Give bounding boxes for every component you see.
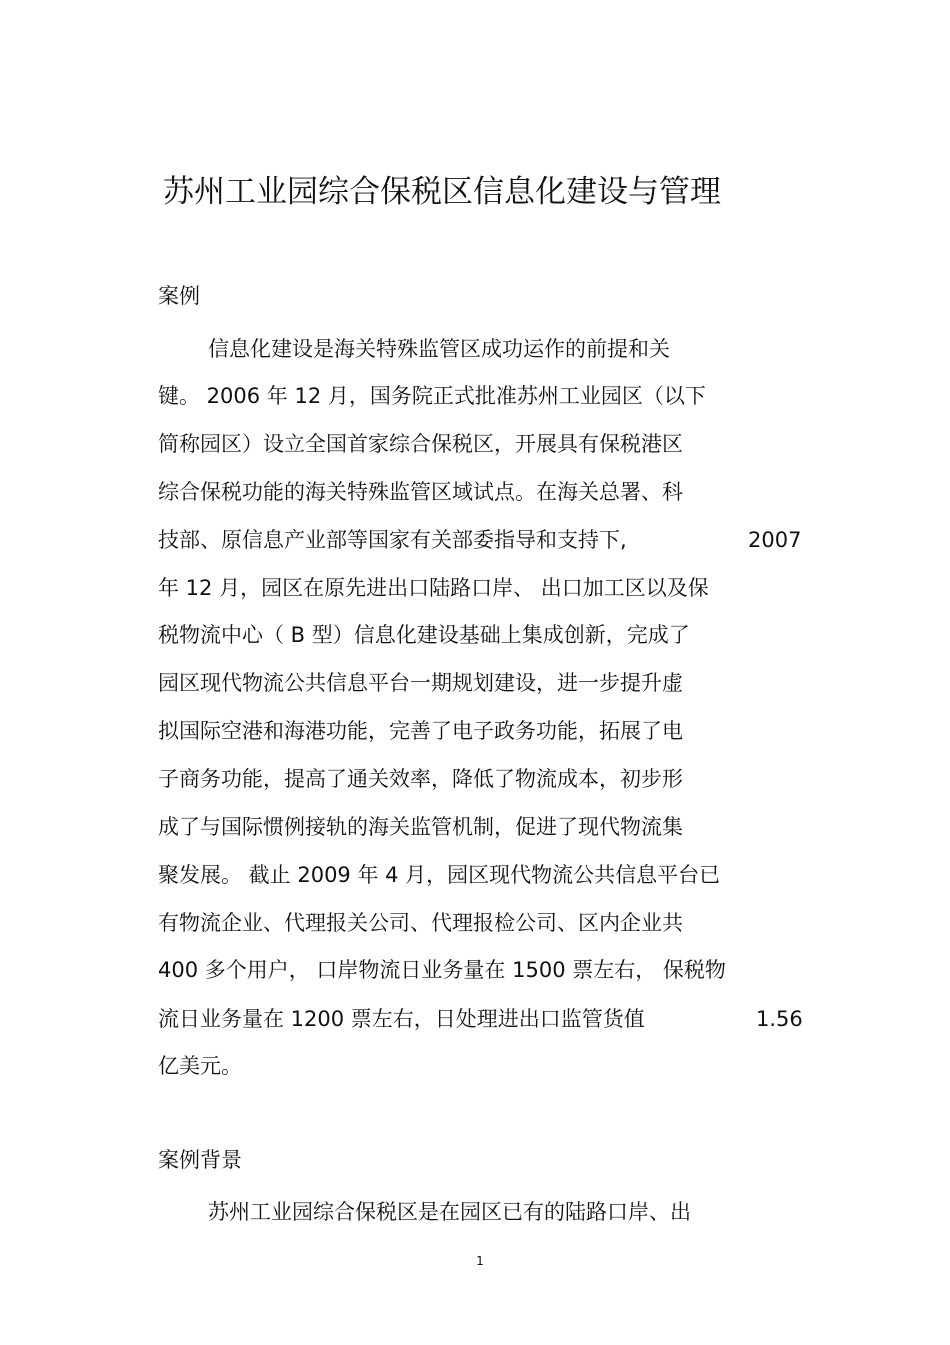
paragraph-line: 年 12 月，园区在原先进出口陆路口岸、 出口加工区以及保 xyxy=(158,576,709,600)
paragraph-line: 成了与国际惯例接轨的海关监管机制，促进了现代物流集 xyxy=(158,815,683,839)
section-heading-case: 案例 xyxy=(158,284,200,308)
paragraph-line: 亿美元。 xyxy=(158,1054,242,1078)
paragraph-line: 子商务功能，提高了通关效率，降低了物流成本，初步形 xyxy=(158,767,683,791)
paragraph-line: 苏州工业园综合保税区是在园区已有的陆路口岸、出 xyxy=(208,1200,691,1224)
paragraph-line: 400 多个用户， 口岸物流日业务量在 1500 票左右， 保税物 xyxy=(158,958,726,982)
paragraph-line: 简称园区）设立全国首家综合保税区，开展具有保税港区 xyxy=(158,432,683,456)
paragraph-line: 有物流企业、代理报关公司、代理报检公司、区内企业共 xyxy=(158,911,683,935)
paragraph-line: 综合保税功能的海关特殊监管区域试点。在海关总署、科 xyxy=(158,480,683,504)
document-title: 苏州工业园综合保税区信息化建设与管理 xyxy=(163,174,721,210)
page-number: 1 xyxy=(476,1254,484,1268)
paragraph-line-number: 2007 xyxy=(748,528,802,552)
paragraph-line-number: 1.56 xyxy=(756,1007,803,1031)
paragraph-line: 技部、原信息产业部等国家有关部委指导和支持下, xyxy=(158,528,627,552)
section-heading-background: 案例背景 xyxy=(158,1148,242,1172)
paragraph-line: 信息化建设是海关特殊监管区成功运作的前提和关 xyxy=(208,337,670,361)
paragraph-line: 税物流中心（ B 型）信息化建设基础上集成创新，完成了 xyxy=(158,623,690,647)
paragraph-line: 园区现代物流公共信息平台一期规划建设，进一步提升虚 xyxy=(158,671,683,695)
paragraph-line: 聚发展。 截止 2009 年 4 月，园区现代物流公共信息平台已 xyxy=(158,863,721,887)
paragraph-line: 流日业务量在 1200 票左右，日处理进出口监管货值 xyxy=(158,1007,645,1031)
paragraph-line: 键。 2006 年 12 月，国务院正式批准苏州工业园区（以下 xyxy=(158,384,706,408)
paragraph-line: 拟国际空港和海港功能，完善了电子政务功能，拓展了电 xyxy=(158,719,683,743)
